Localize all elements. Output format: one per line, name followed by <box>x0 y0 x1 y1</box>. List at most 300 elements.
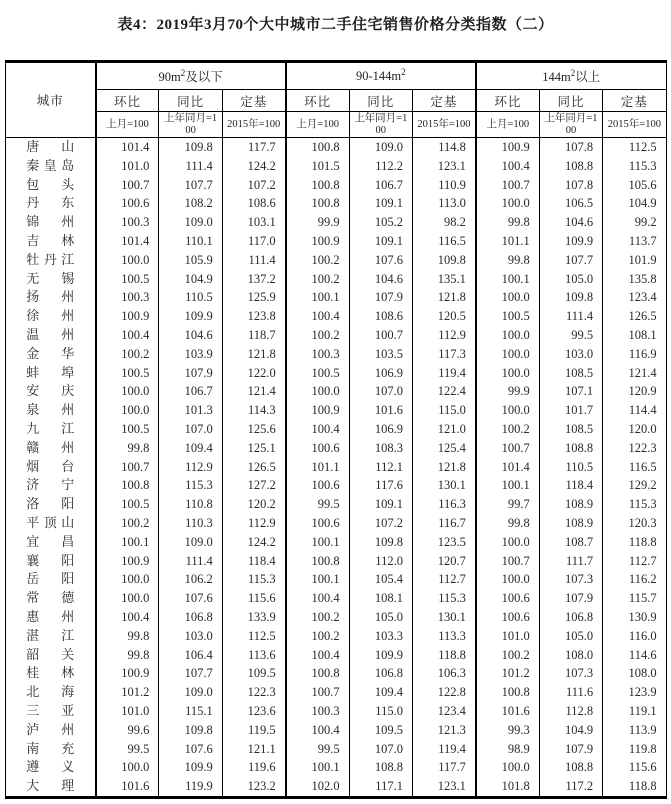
index-value: 106.7 <box>159 382 222 401</box>
index-value: 100.0 <box>476 288 539 307</box>
table-row <box>6 176 667 195</box>
index-value: 119.6 <box>222 758 285 777</box>
index-value: 123.9 <box>603 683 666 702</box>
city-name-text: 常德 <box>26 590 75 606</box>
table-row <box>6 646 667 665</box>
index-value: 100.7 <box>476 552 539 571</box>
city-name <box>6 420 96 439</box>
index-value: 109.8 <box>412 251 475 270</box>
index-value: 112.7 <box>412 570 475 589</box>
index-value: 109.9 <box>159 758 222 777</box>
table-row <box>6 251 667 270</box>
index-value: 99.9 <box>476 382 539 401</box>
city-name-text: 湛江 <box>26 627 75 643</box>
index-value: 107.7 <box>539 251 602 270</box>
table-row <box>6 288 667 307</box>
index-value: 112.9 <box>159 458 222 477</box>
index-value: 130.1 <box>412 608 475 627</box>
index-value: 113.9 <box>603 721 666 740</box>
column-header-yoy: 同比 <box>539 90 602 112</box>
city-name-text: 三亚 <box>26 702 75 718</box>
city-name-text: 南充 <box>26 740 75 756</box>
index-value: 109.4 <box>349 683 412 702</box>
index-value: 106.4 <box>159 646 222 665</box>
index-value: 117.7 <box>222 138 285 157</box>
index-value: 123.8 <box>222 307 285 326</box>
index-value: 118.4 <box>539 476 602 495</box>
city-name <box>6 608 96 627</box>
index-value: 105.0 <box>539 627 602 646</box>
index-value: 106.3 <box>412 664 475 683</box>
index-value: 107.2 <box>349 514 412 533</box>
index-value: 100.1 <box>286 533 349 552</box>
index-value: 109.1 <box>349 495 412 514</box>
index-value: 101.5 <box>286 157 349 176</box>
table-row <box>6 664 667 683</box>
index-value: 127.2 <box>222 476 285 495</box>
index-value: 100.0 <box>96 758 159 777</box>
city-name-text: 洛阳 <box>26 496 75 512</box>
index-value: 135.1 <box>412 270 475 289</box>
index-value: 119.4 <box>412 740 475 759</box>
index-value: 101.7 <box>539 401 602 420</box>
index-value: 108.7 <box>539 533 602 552</box>
index-value: 100.3 <box>96 288 159 307</box>
index-value: 123.6 <box>222 702 285 721</box>
index-value: 103.5 <box>349 345 412 364</box>
index-value: 99.5 <box>539 326 602 345</box>
index-value: 112.0 <box>349 552 412 571</box>
city-name <box>6 589 96 608</box>
index-value: 101.4 <box>96 232 159 251</box>
index-value: 100.0 <box>476 194 539 213</box>
index-value: 115.3 <box>412 589 475 608</box>
index-value: 109.9 <box>349 646 412 665</box>
index-value: 108.2 <box>159 194 222 213</box>
table-row <box>6 345 667 364</box>
column-header-fixed-base: 定基 <box>603 90 666 112</box>
table-header <box>6 62 667 138</box>
city-name-text: 金华 <box>26 345 75 361</box>
index-value: 113.0 <box>412 194 475 213</box>
city-name-text: 包头 <box>26 176 75 192</box>
index-value: 133.9 <box>222 608 285 627</box>
index-value: 100.5 <box>96 420 159 439</box>
index-value: 104.9 <box>539 721 602 740</box>
index-value: 117.0 <box>222 232 285 251</box>
index-value: 100.2 <box>286 326 349 345</box>
table-row <box>6 458 667 477</box>
index-value: 101.0 <box>476 627 539 646</box>
city-name <box>6 458 96 477</box>
index-value: 122.4 <box>412 382 475 401</box>
index-value: 116.5 <box>603 458 666 477</box>
index-value: 123.4 <box>603 288 666 307</box>
index-value: 100.6 <box>286 476 349 495</box>
index-value: 115.3 <box>159 476 222 495</box>
index-value: 98.2 <box>412 213 475 232</box>
base-label-same-month-last-year: 上年同月=100 <box>539 112 602 138</box>
index-value: 100.8 <box>286 664 349 683</box>
index-value: 100.7 <box>286 683 349 702</box>
city-name-text: 北海 <box>26 684 75 700</box>
city-name-text: 唐山 <box>26 139 75 154</box>
index-value: 100.2 <box>96 345 159 364</box>
index-value: 115.3 <box>222 570 285 589</box>
index-value: 122.0 <box>222 364 285 383</box>
city-name <box>6 552 96 571</box>
table-row <box>6 721 667 740</box>
city-name-text: 无锡 <box>26 270 75 286</box>
index-value: 110.5 <box>159 288 222 307</box>
index-value: 107.0 <box>159 420 222 439</box>
index-value: 108.8 <box>539 157 602 176</box>
index-value: 109.0 <box>349 138 412 157</box>
city-name <box>6 138 96 157</box>
index-value: 137.2 <box>222 270 285 289</box>
index-value: 100.7 <box>476 439 539 458</box>
city-name <box>6 514 96 533</box>
city-name-text: 泸州 <box>26 721 75 737</box>
index-value: 123.1 <box>412 777 475 797</box>
city-name-text: 吉林 <box>26 232 75 248</box>
column-header-yoy: 同比 <box>349 90 412 112</box>
index-value: 99.8 <box>96 627 159 646</box>
city-name <box>6 777 96 797</box>
city-name-text: 韶关 <box>26 646 75 662</box>
index-value: 103.3 <box>349 627 412 646</box>
index-value: 107.3 <box>539 570 602 589</box>
index-value: 100.3 <box>286 345 349 364</box>
index-value: 118.8 <box>412 646 475 665</box>
index-value: 100.7 <box>476 176 539 195</box>
index-value: 120.5 <box>412 307 475 326</box>
index-value: 100.8 <box>286 138 349 157</box>
group-label-text: 144m <box>542 70 571 84</box>
index-value: 107.8 <box>539 176 602 195</box>
index-value: 121.4 <box>603 364 666 383</box>
index-value: 100.9 <box>476 138 539 157</box>
superscript: 2 <box>401 67 406 78</box>
index-value: 120.9 <box>603 382 666 401</box>
index-value: 107.8 <box>539 138 602 157</box>
index-value: 107.2 <box>222 176 285 195</box>
index-value: 105.0 <box>349 608 412 627</box>
index-value: 117.6 <box>349 476 412 495</box>
index-value: 105.4 <box>349 570 412 589</box>
city-name <box>6 364 96 383</box>
index-value: 108.9 <box>539 495 602 514</box>
table-row <box>6 589 667 608</box>
index-value: 108.8 <box>539 758 602 777</box>
index-value: 111.4 <box>159 157 222 176</box>
index-value: 99.5 <box>96 740 159 759</box>
index-value: 110.1 <box>159 232 222 251</box>
index-value: 99.2 <box>603 213 666 232</box>
city-name-text: 桂林 <box>26 665 75 681</box>
index-value: 108.6 <box>222 194 285 213</box>
column-header-city: 城市 <box>6 62 96 138</box>
index-value: 112.1 <box>349 458 412 477</box>
city-name-text: 九江 <box>26 420 75 436</box>
index-value: 107.9 <box>159 364 222 383</box>
table-row <box>6 232 667 251</box>
index-value: 109.8 <box>539 288 602 307</box>
index-value: 100.0 <box>476 758 539 777</box>
base-label-prev-month: 上月=100 <box>286 112 349 138</box>
city-name-text: 大理 <box>26 778 75 794</box>
column-header-fixed-base: 定基 <box>222 90 285 112</box>
index-value: 115.6 <box>603 758 666 777</box>
city-name <box>6 382 96 401</box>
index-value: 100.1 <box>286 570 349 589</box>
index-value: 103.1 <box>222 213 285 232</box>
index-value: 108.0 <box>539 646 602 665</box>
index-value: 112.9 <box>222 514 285 533</box>
index-value: 100.0 <box>476 326 539 345</box>
index-value: 103.0 <box>159 627 222 646</box>
index-value: 125.6 <box>222 420 285 439</box>
index-value: 112.5 <box>603 138 666 157</box>
city-name-text: 秦皇岛 <box>26 157 75 173</box>
index-value: 100.8 <box>286 176 349 195</box>
index-value: 100.0 <box>476 345 539 364</box>
group-header-90-144 <box>286 62 476 90</box>
index-value: 107.9 <box>539 740 602 759</box>
index-value: 101.1 <box>476 232 539 251</box>
city-name-text: 宜昌 <box>26 533 75 549</box>
index-value: 100.8 <box>476 683 539 702</box>
index-value: 106.9 <box>349 364 412 383</box>
index-value: 112.5 <box>222 627 285 646</box>
table-row <box>6 777 667 797</box>
index-value: 114.4 <box>603 401 666 420</box>
index-value: 107.7 <box>159 176 222 195</box>
index-value: 100.2 <box>286 608 349 627</box>
index-value: 109.9 <box>539 232 602 251</box>
index-value: 108.6 <box>349 307 412 326</box>
table-row <box>6 270 667 289</box>
index-value: 109.0 <box>159 213 222 232</box>
index-kind-header-row <box>6 90 667 112</box>
index-value: 100.5 <box>96 270 159 289</box>
city-name-text: 安庆 <box>26 383 75 399</box>
table-row <box>6 476 667 495</box>
index-value: 101.0 <box>96 157 159 176</box>
index-value: 101.6 <box>349 401 412 420</box>
table-row <box>6 157 667 176</box>
index-value: 115.1 <box>159 702 222 721</box>
index-value: 100.7 <box>96 458 159 477</box>
index-value: 108.5 <box>539 364 602 383</box>
group-label-text: 90m <box>158 70 181 84</box>
index-value: 105.2 <box>349 213 412 232</box>
index-value: 121.1 <box>222 740 285 759</box>
index-value: 116.3 <box>412 495 475 514</box>
index-value: 106.5 <box>539 194 602 213</box>
index-value: 121.0 <box>412 420 475 439</box>
base-label-prev-month: 上月=100 <box>96 112 159 138</box>
index-value: 125.1 <box>222 439 285 458</box>
table-row <box>6 364 667 383</box>
table-row <box>6 758 667 777</box>
index-value: 99.8 <box>476 213 539 232</box>
index-value: 120.0 <box>603 420 666 439</box>
index-value: 119.4 <box>412 364 475 383</box>
index-value: 107.9 <box>539 589 602 608</box>
index-value: 120.2 <box>222 495 285 514</box>
index-value: 130.9 <box>603 608 666 627</box>
table-row <box>6 213 667 232</box>
index-value: 107.0 <box>349 740 412 759</box>
city-name-text: 惠州 <box>26 608 75 624</box>
city-name <box>6 476 96 495</box>
index-value: 125.4 <box>412 439 475 458</box>
index-value: 109.0 <box>159 683 222 702</box>
city-name-text: 锦州 <box>26 214 75 230</box>
index-value: 129.2 <box>603 476 666 495</box>
index-value: 105.0 <box>539 270 602 289</box>
table-row <box>6 570 667 589</box>
index-value: 100.2 <box>286 627 349 646</box>
group-header-90-and-below <box>96 62 286 90</box>
city-name <box>6 232 96 251</box>
index-value: 100.4 <box>286 420 349 439</box>
index-value: 100.6 <box>476 589 539 608</box>
index-value: 115.7 <box>603 589 666 608</box>
city-name-text: 平顶山 <box>26 514 75 530</box>
index-value: 116.2 <box>603 570 666 589</box>
table-row <box>6 307 667 326</box>
city-name <box>6 345 96 364</box>
index-value: 120.7 <box>412 552 475 571</box>
index-value: 101.6 <box>96 777 159 797</box>
table-row <box>6 702 667 721</box>
table-row <box>6 439 667 458</box>
index-value: 122.3 <box>603 439 666 458</box>
index-value: 100.1 <box>286 758 349 777</box>
city-name-text: 徐州 <box>26 308 75 324</box>
index-value: 100.1 <box>286 288 349 307</box>
city-name <box>6 664 96 683</box>
index-value: 112.7 <box>603 552 666 571</box>
index-value: 121.8 <box>412 288 475 307</box>
city-name <box>6 439 96 458</box>
city-name <box>6 740 96 759</box>
index-value: 100.2 <box>476 646 539 665</box>
table-row <box>6 138 667 157</box>
index-value: 119.8 <box>603 740 666 759</box>
group-label-text: 及以下 <box>185 70 223 84</box>
superscript: 2 <box>180 67 186 78</box>
index-value: 111.4 <box>159 552 222 571</box>
index-value: 100.0 <box>476 364 539 383</box>
index-value: 100.2 <box>286 251 349 270</box>
index-value: 101.4 <box>96 138 159 157</box>
index-value: 108.0 <box>603 664 666 683</box>
index-value: 100.8 <box>96 476 159 495</box>
table-row <box>6 401 667 420</box>
index-value: 100.0 <box>96 570 159 589</box>
index-value: 107.7 <box>159 664 222 683</box>
city-name <box>6 758 96 777</box>
index-value: 108.3 <box>349 439 412 458</box>
index-value: 116.5 <box>412 232 475 251</box>
index-value: 103.9 <box>159 345 222 364</box>
index-value: 100.8 <box>286 552 349 571</box>
column-header-yoy: 同比 <box>159 90 222 112</box>
index-value: 107.6 <box>159 740 222 759</box>
city-name <box>6 495 96 514</box>
index-value: 100.4 <box>286 646 349 665</box>
index-value: 99.8 <box>476 251 539 270</box>
index-value: 116.7 <box>412 514 475 533</box>
index-value: 106.8 <box>539 608 602 627</box>
index-value: 100.9 <box>286 401 349 420</box>
base-label-2015: 2015年=100 <box>412 112 475 138</box>
city-name-text: 扬州 <box>26 289 75 305</box>
index-value: 112.9 <box>412 326 475 345</box>
index-value: 100.3 <box>96 213 159 232</box>
index-value: 99.5 <box>286 740 349 759</box>
index-value: 109.8 <box>349 533 412 552</box>
index-value: 110.9 <box>412 176 475 195</box>
group-label-text: 以上 <box>575 70 601 84</box>
city-name-text: 泉州 <box>26 402 75 418</box>
table-row <box>6 495 667 514</box>
table-row <box>6 627 667 646</box>
index-value: 109.1 <box>349 232 412 251</box>
index-value: 100.3 <box>286 702 349 721</box>
index-value: 111.7 <box>539 552 602 571</box>
index-value: 118.8 <box>603 777 666 797</box>
index-value: 119.5 <box>222 721 285 740</box>
index-value: 100.4 <box>286 589 349 608</box>
table-row <box>6 552 667 571</box>
index-value: 111.4 <box>539 307 602 326</box>
index-value: 110.8 <box>159 495 222 514</box>
index-value: 101.4 <box>476 458 539 477</box>
index-value: 120.3 <box>603 514 666 533</box>
index-value: 107.3 <box>539 664 602 683</box>
index-value: 100.0 <box>96 251 159 270</box>
index-value: 102.0 <box>286 777 349 797</box>
index-value: 110.5 <box>539 458 602 477</box>
city-name-text: 蚌埠 <box>26 364 75 380</box>
city-name <box>6 157 96 176</box>
index-value: 104.9 <box>603 194 666 213</box>
index-value: 100.6 <box>286 439 349 458</box>
index-value: 109.0 <box>159 533 222 552</box>
index-value: 100.9 <box>286 232 349 251</box>
city-name <box>6 646 96 665</box>
index-value: 100.4 <box>96 326 159 345</box>
index-value: 110.3 <box>159 514 222 533</box>
index-value: 100.2 <box>286 270 349 289</box>
city-name <box>6 627 96 646</box>
index-value: 100.8 <box>286 194 349 213</box>
index-value: 108.1 <box>349 589 412 608</box>
index-value: 113.6 <box>222 646 285 665</box>
index-value: 100.7 <box>96 176 159 195</box>
index-value: 100.0 <box>476 570 539 589</box>
city-name <box>6 288 96 307</box>
index-value: 108.1 <box>603 326 666 345</box>
index-value: 117.7 <box>412 758 475 777</box>
index-value: 115.6 <box>222 589 285 608</box>
city-name <box>6 533 96 552</box>
page-title: 表4：2019年3月70个大中城市二手住宅销售价格分类指数（二） <box>117 17 554 33</box>
